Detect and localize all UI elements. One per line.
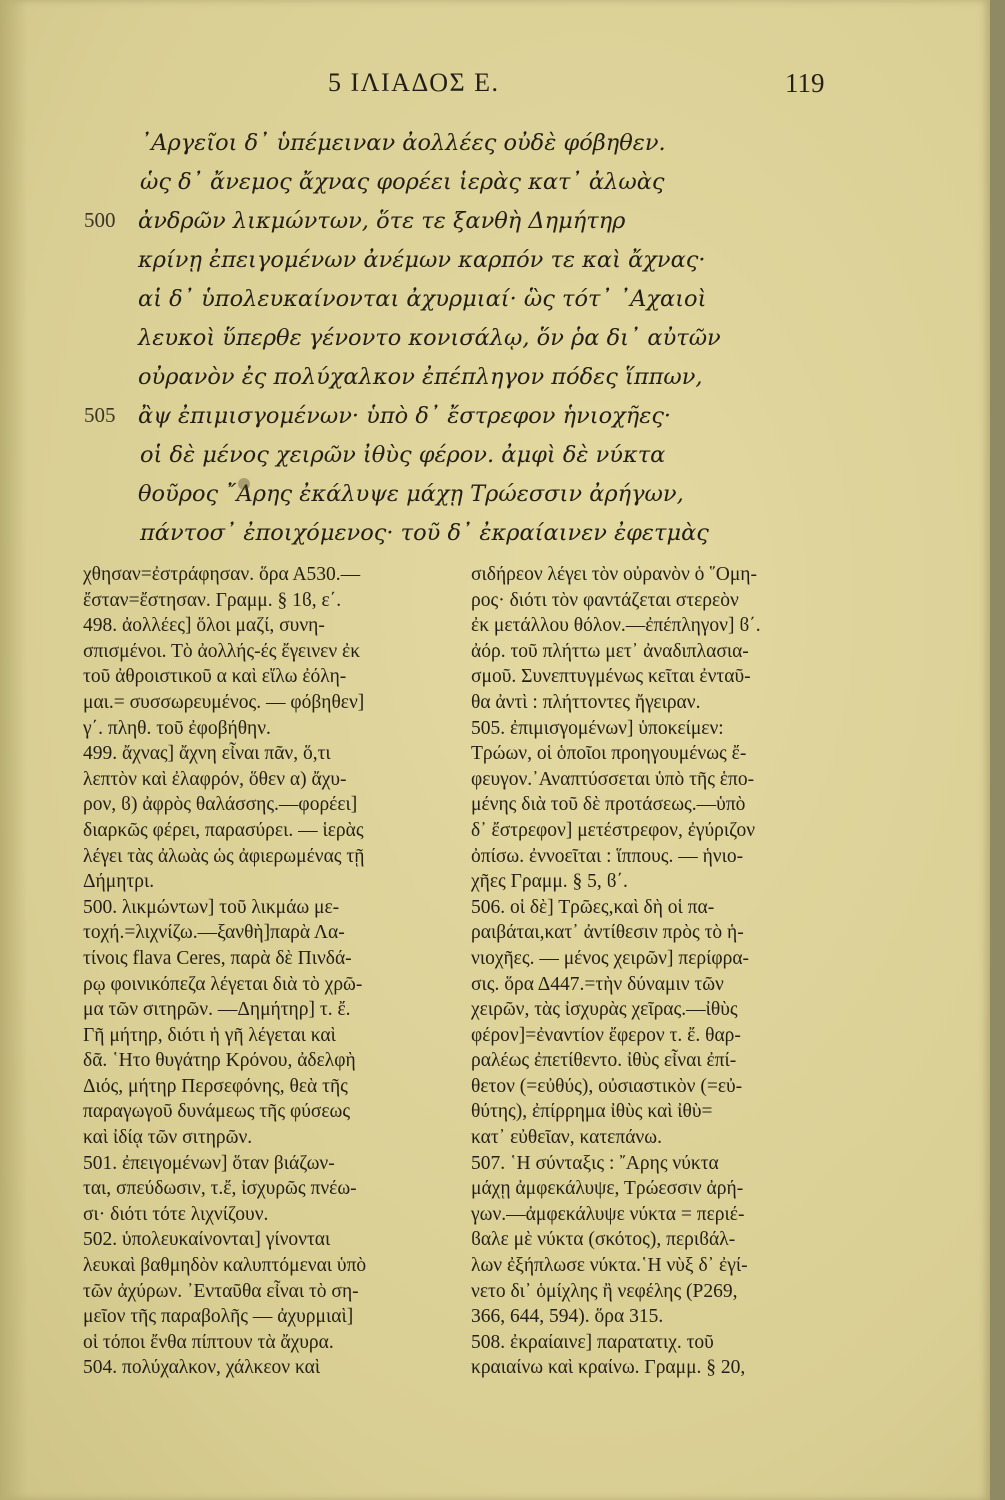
verse-text: αἱ δ᾿ ὑπολευκαίνονται ἀχυρμιαί· ὣς τότ᾿ ᾿Αχαιοὶ bbox=[138, 286, 707, 312]
commentary-line: ἀόρ. τοῦ πλήττω μετ᾿ ἀναδιπλασια- bbox=[471, 640, 749, 662]
commentary-line: ται, σπεύδωσιν, τ.ἔ, ἰσχυρῶς πνέω- bbox=[83, 1178, 357, 1200]
commentary-line: δᾶ. ῾Ητο θυγάτηρ Κρόνου, ἀδελφὴ bbox=[83, 1050, 356, 1072]
commentary-line: σμοῦ. Συνεπτυγμένως κεῖται ἐνταῦ- bbox=[471, 666, 751, 688]
commentary-line: μα τῶν σιτηρῶν. —Δημήτηρ] τ. ἔ. bbox=[83, 999, 351, 1021]
commentary-line: ϐαλε μὲ νύκτα (σκότος), περιϐάλ- bbox=[471, 1229, 736, 1251]
verse-line bbox=[0, 169, 990, 209]
commentary-line: ρῳ φοινικόπεζα λέγεται διὰ τὸ χρῶ- bbox=[83, 973, 363, 995]
commentary-line: σι· διότι τότε λιχνίζουν. bbox=[83, 1203, 269, 1225]
commentary-line: λευκαὶ βαθμηδὸν καλυπτόμεναι ὑπὸ bbox=[83, 1255, 367, 1277]
commentary-line: νιοχῆες. — μένος χειρῶν] περίφρα- bbox=[471, 947, 750, 969]
verse-line bbox=[0, 481, 990, 521]
commentary-line: 507. ῾Η σύνταξις : ῎Αρης νύκτα bbox=[471, 1152, 719, 1174]
commentary-line: Γῆ μήτηρ, διότι ἡ γῆ λέγεται καὶ bbox=[83, 1024, 336, 1046]
commentary-line: κατ᾿ εὐθεῖαν, κατεπάνω. bbox=[471, 1127, 662, 1149]
commentary-line: λων ἐξήπλωσε νύκτα.῾Η νὺξ δ᾿ ἐγί- bbox=[471, 1255, 748, 1277]
verse-line bbox=[0, 130, 990, 170]
commentary-left-column bbox=[83, 562, 446, 1381]
verse-text: ᾿Αργεῖοι δ᾿ ὑπέμειναν ἀολλέες οὐδὲ φόβηθεν. bbox=[140, 130, 666, 156]
commentary-line: φευγον.᾿Αναπτύσσεται ὑπὸ τῆς ἑπο- bbox=[471, 768, 755, 790]
commentary-line: νετο δι᾿ ὁμίχλης ἢ νεφέλης (Ρ269, bbox=[471, 1280, 738, 1302]
page-header bbox=[0, 68, 990, 108]
commentary-line: μάχῃ ἀμφεκάλυψε, Τρώεσσιν ἀρή- bbox=[471, 1178, 744, 1200]
line-number: 505 bbox=[84, 403, 116, 427]
verse-line bbox=[0, 442, 990, 482]
line-number: 500 bbox=[84, 208, 116, 232]
commentary-line: λέγει τὰς ἀλωὰς ὡς ἀφιερωμένας τῇ bbox=[83, 845, 365, 867]
commentary-line: φέρον]=ἐναντίον ἔφερον τ. ἔ. θαρ- bbox=[471, 1024, 741, 1046]
verse-text: ὡς δ᾿ ἄνεμος ἄχνας φορέει ἱερὰς κατ᾿ ἀλωὰς bbox=[140, 169, 665, 195]
commentary-line: τοχή.=λιχνίζω.—ξανθὴ]παρὰ Λα- bbox=[83, 922, 345, 944]
page-number: 119 bbox=[785, 68, 825, 98]
commentary-line: 505. ἐπιμισγομένων] ὑποκείμεν: bbox=[471, 717, 724, 739]
commentary-line: Δήμητρι. bbox=[83, 871, 155, 893]
commentary-line: δ᾿ ἔστρεφον] μετέστρεφον, ἐγύριζον bbox=[471, 819, 756, 841]
verse-text: λευκοὶ ὕπερθε γένοντο κονισάλῳ, ὅν ῥα δι᾿ αὐτῶν bbox=[138, 325, 721, 351]
verse-text: ἂψ ἐπιμισγομένων· ὑπὸ δ᾿ ἔστρεφον ἡνιοχῆες· bbox=[138, 403, 672, 429]
commentary-line: 508. ἐκραίαινε] παρατατιχ. τοῦ bbox=[471, 1331, 714, 1353]
verse-text: πάντοσ᾿ ἐποιχόμενος· τοῦ δ᾿ ἐκραίαινεν ἐφετμὰς bbox=[140, 520, 709, 546]
verse-text: κρίνῃ ἐπειγομένων ἀνέμων καρπόν τε καὶ ἄχνας· bbox=[138, 247, 706, 273]
commentary-line: τίνοις flava Ceres, παρὰ δὲ Πινδά- bbox=[83, 947, 352, 969]
verse-text: ἀνδρῶν λικμώντων, ὅτε τε ξανθὴ Δημήτηρ bbox=[138, 208, 626, 234]
commentary-line: 499. ἄχνας] ἄχνη εἶναι πᾶν, ὅ,τι bbox=[83, 743, 331, 765]
commentary-line: χῆες Γραμμ. § 5, ϐ΄. bbox=[471, 871, 628, 893]
commentary-line: 500. λικμώντων] τοῦ λικμάω με- bbox=[83, 896, 340, 918]
commentary-line: καὶ ἰδίᾳ τῶν σιτηρῶν. bbox=[83, 1127, 253, 1149]
commentary-line: ραιβάται,κατ᾿ ἀντίθεσιν πρὸς τὸ ἡ- bbox=[471, 922, 744, 944]
commentary-line: 502. ὑπολευκαίνονται] γίνονται bbox=[83, 1229, 331, 1251]
verse-line bbox=[0, 325, 990, 365]
commentary-line: μαι.= συσσωρευμένος. — φόβηθεν] bbox=[83, 691, 365, 713]
commentary-line: μεῖον τῆς παραβολῆς — ἀχυρμιαὶ] bbox=[83, 1306, 354, 1328]
verse-line bbox=[0, 247, 990, 287]
commentary-line: θα ἀντὶ : πλήττοντες ἤγειραν. bbox=[471, 691, 701, 713]
commentary-line: Διός, μήτηρ Περσεφόνης, θεὰ τῆς bbox=[83, 1075, 348, 1097]
commentary-line: τοῦ ἀθροιστικοῦ α καὶ εἴλω ἐόλη- bbox=[83, 666, 347, 688]
ink-smudge bbox=[238, 478, 250, 490]
commentary-line: ρον, ϐ) ἀφρὸς θαλάσσης.—φορέει] bbox=[83, 794, 358, 816]
commentary-right-column bbox=[471, 562, 831, 1381]
commentary-line: θετον (=εὐθύς), οὐσιαστικὸν (=εὐ- bbox=[471, 1075, 743, 1097]
commentary-line: Τρώων, οἱ ὁποῖοι προηγουμένως ἔ- bbox=[471, 743, 747, 765]
commentary-line: γ΄. πληθ. τοῦ ἐφοβήθην. bbox=[83, 717, 271, 739]
commentary-line: μένης διὰ τοῦ δὲ προτάσεως.—ὑπὸ bbox=[471, 794, 746, 816]
verse-line bbox=[0, 364, 990, 404]
commentary-line: χειρῶν, τὰς ἰσχυρὰς χεῖρας.—ἰθὺς bbox=[471, 999, 738, 1021]
commentary-line: γων.—ἀμφεκάλυψε νύκτα = περιέ- bbox=[471, 1203, 745, 1225]
verse-line bbox=[0, 520, 990, 560]
running-head: 5 ΙΛΙΑΔΟΣ Ε. bbox=[328, 68, 500, 97]
commentary-line: τῶν ἀχύρων. ᾿Ενταῦθα εἶναι τὸ ση- bbox=[83, 1280, 359, 1302]
commentary-line: παραγωγοῦ δυνάμεως τῆς φύσεως bbox=[83, 1101, 351, 1123]
commentary-line: 366, 644, 594). ὅρα 315. bbox=[471, 1306, 664, 1328]
commentary-line: θύτης), ἐπίρρημα ἰθὺς καὶ ἰθὺ= bbox=[471, 1101, 713, 1123]
commentary-line: ρος· διότι τὸν φαντάζεται στερεὸν bbox=[471, 589, 739, 611]
commentary-line: 506. οἱ δὲ] Τρῶες,καὶ δὴ οἱ πα- bbox=[471, 896, 715, 918]
commentary-line: 504. πολύχαλκον, χάλκεον καὶ bbox=[83, 1357, 321, 1379]
commentary-line: ἐκ μετάλλου θόλον.—ἐπέπληγον] ϐ΄. bbox=[471, 615, 761, 637]
commentary-line: χθησαν=ἐστράφησαν. ὅρα Α530.— bbox=[83, 564, 361, 585]
commentary-line: 501. ἐπειγομένων] ὅταν βιάζων- bbox=[83, 1152, 335, 1174]
commentary-line: ὀπίσω. ἐννοεῖται : ἵππους. — ἡνιο- bbox=[471, 845, 744, 867]
verse-text: οὐρανὸν ἐς πολύχαλκον ἐπέπληγον πόδες ἵππων, bbox=[138, 364, 703, 390]
verse-text: θοῦρος ῎Αρης ἐκάλυψε μάχῃ Τρώεσσιν ἀρήγων, bbox=[138, 481, 684, 507]
commentary-line: διαρκῶς φέρει, παρασύρει. — ἱερὰς bbox=[83, 819, 364, 841]
verse-line bbox=[0, 403, 990, 443]
commentary-line: λεπτὸν καὶ ἐλαφρόν, ὅθεν α) ἄχυ- bbox=[83, 768, 347, 790]
commentary-line: σπισμένοι. Τὸ ἀολλής-ές ἔγεινεν ἐκ bbox=[83, 640, 361, 662]
commentary-line: 498. ἀολλέες] ὅλοι μαζί, συνη- bbox=[83, 615, 325, 637]
commentary-line: ἔσταν=ἔστησαν. Γραμμ. § 1ϐ, ε΄. bbox=[83, 589, 342, 611]
commentary-line: σιδήρεον λέγει τὸν οὐρανὸν ὁ ῞Ομη- bbox=[471, 564, 757, 585]
verse-text: οἱ δὲ μένος χειρῶν ἰθὺς φέρον. ἀμφὶ δὲ νύκτα bbox=[140, 442, 666, 468]
commentary-line: σις. ὅρα Δ447.=τὴν δύναμιν τῶν bbox=[471, 973, 724, 995]
commentary-line: ραλέως ἐπετίθεντο. ἰθὺς εἶναι ἐπί- bbox=[471, 1050, 737, 1072]
verse-line bbox=[0, 286, 990, 326]
commentary-line: κραιαίνω καὶ κραίνω. Γραμμ. § 20, bbox=[471, 1357, 746, 1379]
verse-line bbox=[0, 208, 990, 248]
commentary-line: οἱ τόποι ἔνθα πίπτουν τὰ ἄχυρα. bbox=[83, 1331, 334, 1353]
